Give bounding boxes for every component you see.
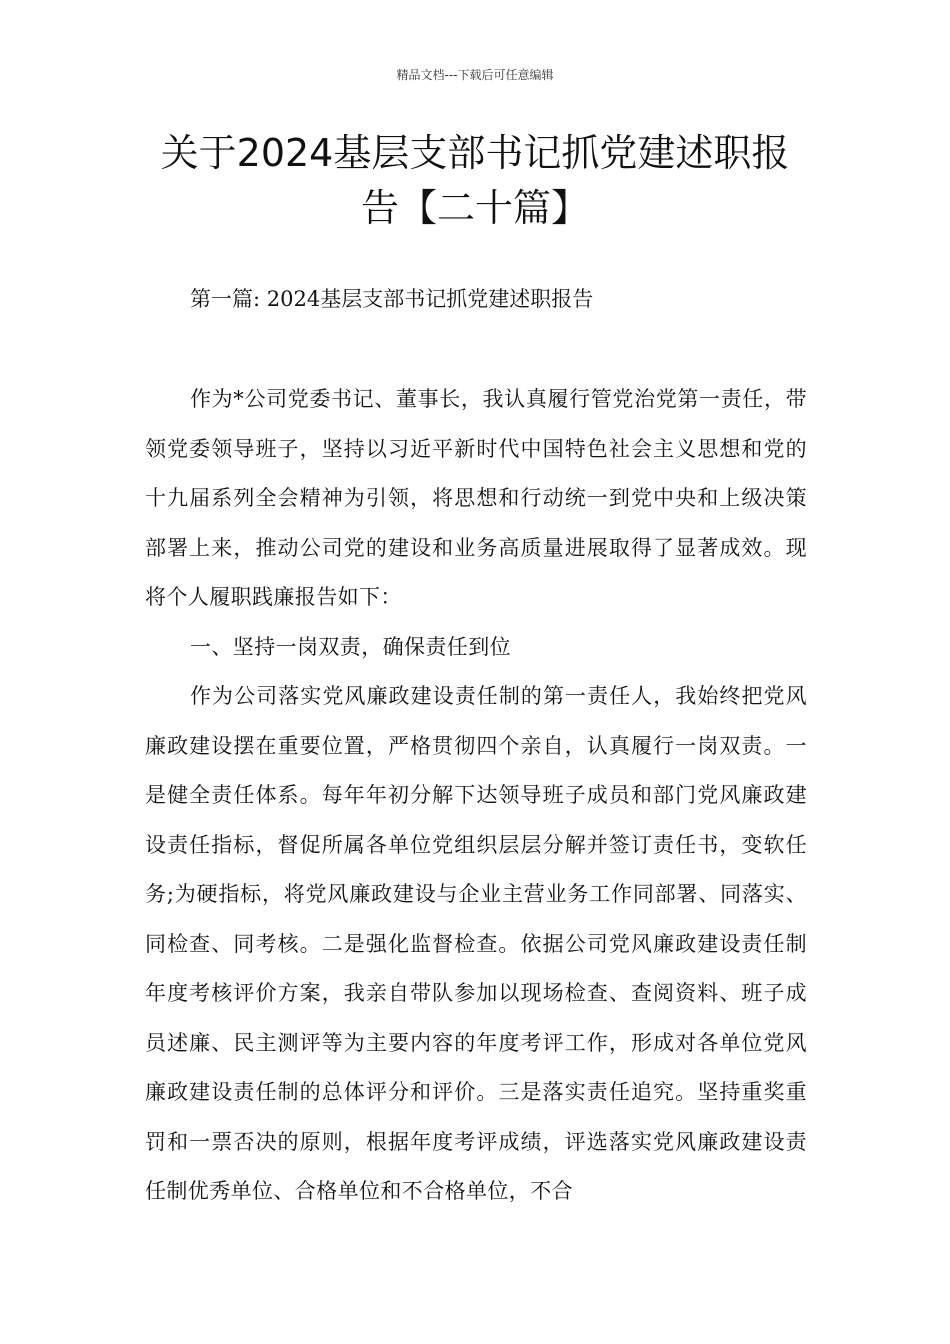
section-subheading: 第一篇: 2024基层支部书记抓党建述职报告 bbox=[190, 287, 594, 311]
body-text bbox=[145, 375, 807, 1217]
paragraph-responsibility: 作为公司落实党风廉政建设责任制的第一责任人，我始终把党风廉政建设摆在重要位置，严格贯彻四个亲自，认真履行一岗双责。一是健全责任体系。每年年初分解下达领导班子成员和部门党风廉政建设责任指标，督促所属各单位党组织层层分解并签订责任书，变软任务;为硬指标，将党风廉政建设与企业主营业务工作同部署、同落实、同检查、同考核。二是强化监督检查。依据公司党风廉政建设责任制年度考核评价方案，我亲自带队参加以现场检查、查阅资料、班子成员述廉、民主测评等为主要内容的年度考评工作，形成对各单位党风廉政建设责任制的总体评分和评价。三是落实责任追究。坚持重奖重罚和一票否决的原则，根据年度考评成绩，评选落实党风廉政建设责任制优秀单位、合格单位和不合格单位，不合 bbox=[145, 684, 807, 1203]
paragraph-intro: 作为*公司党委书记、董事长，我认真履行管党治党第一责任，带领党委领导班子，坚持以习近平新时代中国特色社会主义思想和党的十九届系列全会精神为引领，将思想和行动统一到党中央和上级决策部署上来，推动公司党的建设和业务高质量进展取得了显著成效。现将个人履职践廉报告如下： bbox=[145, 387, 807, 609]
document-title bbox=[100, 126, 850, 236]
header-note: 精品文档---下载后可任意编辑 bbox=[396, 68, 554, 82]
title-line-1: 关于2024基层支部书记抓党建述职报 bbox=[160, 131, 790, 175]
title-line-2: 告【二十篇】 bbox=[360, 186, 589, 230]
section-heading-1: 一、坚持一岗双责，确保责任到位 bbox=[190, 634, 511, 659]
